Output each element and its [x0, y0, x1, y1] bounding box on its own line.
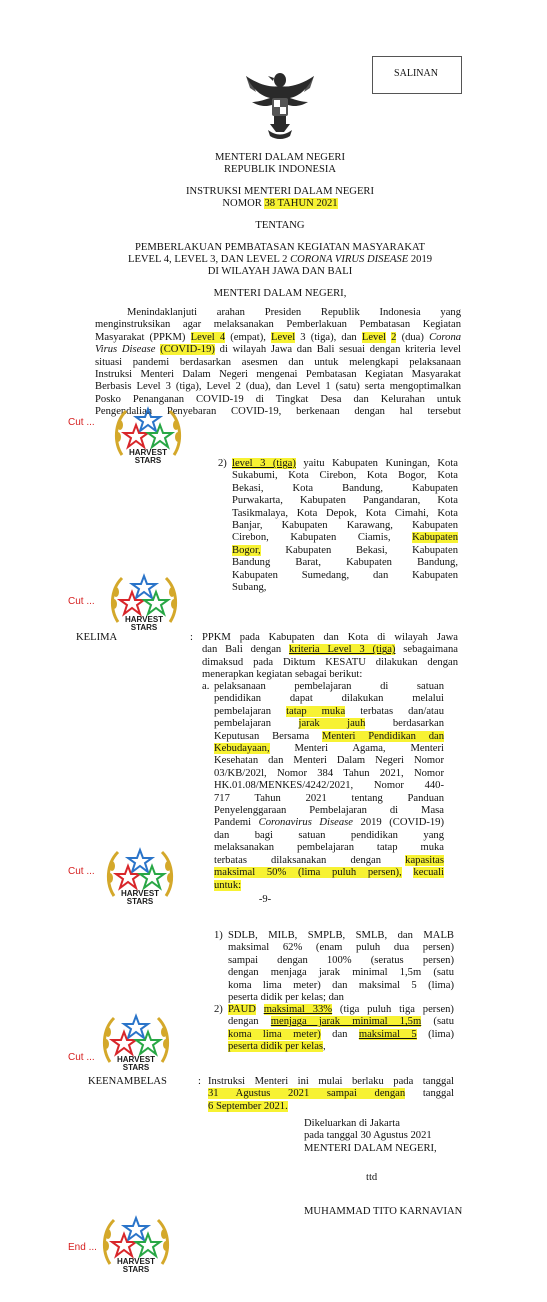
badge-text-stars: STARS — [130, 623, 158, 632]
sub-item-2-text: PAUD maksimal 33% (tiga puluh tiga persen) dengan menjaga jarak minimal 1,5m (satu koma lima meter) dan maksimal 5 (lima) peserta didik per kelas, — [228, 1004, 455, 1053]
minister-title: MENTERI DALAM NEGERI — [214, 152, 346, 163]
nomor-prefix: NOMOR — [222, 198, 262, 209]
intro-line: menginstruksikan agar melaksanakan Pemberlakuan Pembatasan Kegiatan — [95, 319, 461, 331]
intro-line: Masyarakat (PPKM) Level 4 (empat), Level 3 (tiga), dan Level 2 (dua) Corona — [95, 331, 462, 343]
badge-text-stars: STARS — [122, 1265, 150, 1274]
salinan-label: SALINAN — [394, 68, 438, 79]
sub-item-1-number: 1) — [214, 930, 223, 941]
kelima-item-a-text: pelaksanaan pembelajaran di satuan pendidikan dapat dilakukan melalui pembelajaran tatap muka terbatas dan/atau pembelajaran jarak jauh berdasarkan Keputusan Bersama Menteri Pendidikan dan Kebudayaan, Menteri Agama, Menteri Kesehatan dan Menteri Dalam Negeri Nomor 03/KB/202l, Nomor 384 Tahun 2021, Nomor HK.01.08/MENKES/4242/2021, Nomor 440- 717 Tahun 2021 tentang Panduan Penyelenggaraan Pembelajaran di Masa Pandemi Coronavirus Disease 2019 (COVID-19) dan bagi satuan pendidikan yang melaksanakan pembelajaran tatap muka terbatas dilaksanakan dengan kapasitas maksimal 50% (lima puluh persen), kecuali untuk: — [214, 681, 445, 891]
kelima-colon: : — [190, 632, 193, 643]
intro-paragraph — [95, 307, 461, 419]
issued-date: pada tanggal 30 Agustus 2021 — [304, 1130, 432, 1142]
closing-block — [304, 1118, 464, 1155]
intro-line: Pengendalian Penyebaran COVID-19, berkenaan dengan hal tersebut — [95, 406, 461, 418]
badge-text-harvest: HARVEST — [128, 448, 168, 457]
intro-line: Menindaklanjuti arahan Presiden Republik Indonesia yang — [127, 307, 461, 318]
intro-line: Posko Penanganan COVID-19 di Tingkat Desa dan Kelurahan untuk — [95, 393, 461, 405]
badge-text-stars: STARS — [122, 1063, 150, 1072]
keenambelas-colon: : — [198, 1076, 201, 1087]
keenambelas-text: Instruksi Menteri ini mulai berlaku pada tanggal 31 Agustus 2021 sampai dengan tanggal 6 September 2021. — [208, 1076, 454, 1112]
end-label: End ... — [68, 1242, 97, 1253]
nomor-value: 38 TAHUN 2021 — [264, 198, 338, 209]
cut-label: Cut ... — [68, 417, 95, 428]
cut-label: Cut ... — [68, 596, 95, 607]
item-2-number: 2) — [218, 458, 227, 469]
document-title-line1: PEMBERLAKUAN PEMBATASAN KEGIATAN MASYARAKAT — [135, 242, 425, 253]
harvest-stars-logo — [112, 405, 184, 467]
intro-line: Berbasis Level 3 (tiga), Level 2 (dua), dan Level 1 (satu) serta mengoptimalkan — [95, 381, 461, 393]
sub-item-1-text: SDLB, MILB, SMPLB, SMLB, dan MALB maksimal 62% (enam puluh dua persen) sampai dengan 100% (seratus persen) dengan menjaga jarak minimal 1,5m (satu koma lima meter) dan maksimal 5 (lima) peserta didik per kelas; dan — [228, 930, 454, 1004]
ttd-label: ttd — [366, 1172, 378, 1183]
instruction-title: INSTRUKSI MENTERI DALAM NEGERI — [185, 186, 375, 197]
badge-text-harvest: HARVEST — [120, 889, 160, 898]
addressee: MENTERI DALAM NEGERI, — [213, 288, 347, 299]
badge-text-stars: STARS — [134, 456, 162, 465]
badge-text-harvest: HARVEST — [116, 1257, 156, 1266]
sub-item-2-number: 2) — [214, 1004, 223, 1015]
keenambelas-label: KEENAMBELAS — [88, 1076, 167, 1087]
badge-text-harvest: HARVEST — [116, 1055, 156, 1064]
harvest-stars-logo — [100, 1214, 172, 1276]
badge-text-harvest: HARVEST — [124, 615, 164, 624]
garuda-emblem-icon — [240, 66, 320, 144]
kelima-label: KELIMA — [76, 632, 118, 643]
cut-label: Cut ... — [68, 1052, 95, 1063]
kelima-text: PPKM pada Kabupaten dan Kota di wilayah Jawa dan Bali dengan kriteria Level 3 (tiga) sebagaimana dimaksud pada Diktum KESATU dilakukan dengan menerapkan kegiatan sebagai berikut: — [202, 632, 458, 681]
intro-line: Virus Disease (COVID-19) di wilayah Jawa dan Bali sesuai dengan kriteria level — [95, 344, 461, 356]
signatory-title: MENTERI DALAM NEGERI, — [304, 1142, 437, 1154]
instruction-number — [100, 198, 460, 210]
harvest-stars-logo — [104, 846, 176, 908]
minister-subtitle: REPUBLIK INDONESIA — [223, 164, 337, 175]
harvest-stars-logo — [100, 1012, 172, 1074]
intro-line: situasi pandemi berdasarkan asesmen dan untuk melengkapi pelaksanaan — [95, 356, 461, 368]
tentang-label: TENTANG — [255, 220, 305, 231]
page-number: -9- — [258, 894, 272, 905]
signatory-name: MUHAMMAD TITO KARNAVIAN — [304, 1206, 463, 1217]
document-title-line2: LEVEL 4, LEVEL 3, DAN LEVEL 2 CORONA VIRUS DISEASE 2019 — [127, 254, 433, 265]
kelima-item-a-number: a. — [202, 681, 210, 692]
document-title-line3: DI WILAYAH JAWA DAN BALI — [207, 266, 353, 277]
cut-label: Cut ... — [68, 866, 95, 877]
harvest-stars-logo — [108, 572, 180, 634]
badge-text-stars: STARS — [126, 897, 154, 906]
intro-line: Instruksi Menteri Dalam Negeri mengenai Pembatasan Kegiatan Masyarakat — [95, 369, 461, 381]
issued-place: Dikeluarkan di Jakarta — [304, 1118, 400, 1129]
item-2-text: level 3 (tiga) yaitu Kabupaten Kuningan, Kota Sukabumi, Kota Cirebon, Kota Bogor, Kota Bekasi, Kota Bandung, Kabupaten Purwakarta, Kabupaten Pangandaran, Kota Tasikmalaya, Kota Depok, Kota Cimahi, Kota Banjar, Kabupaten Karawang, Kabupaten Cirebon, Kabupaten Ciamis, Kabupaten Bogor, Kabupaten Bekasi, Kabupaten Bandung Barat, Kabupaten Bandung, Kabupaten Sumedang, dan Kabupaten Subang, — [232, 458, 458, 594]
